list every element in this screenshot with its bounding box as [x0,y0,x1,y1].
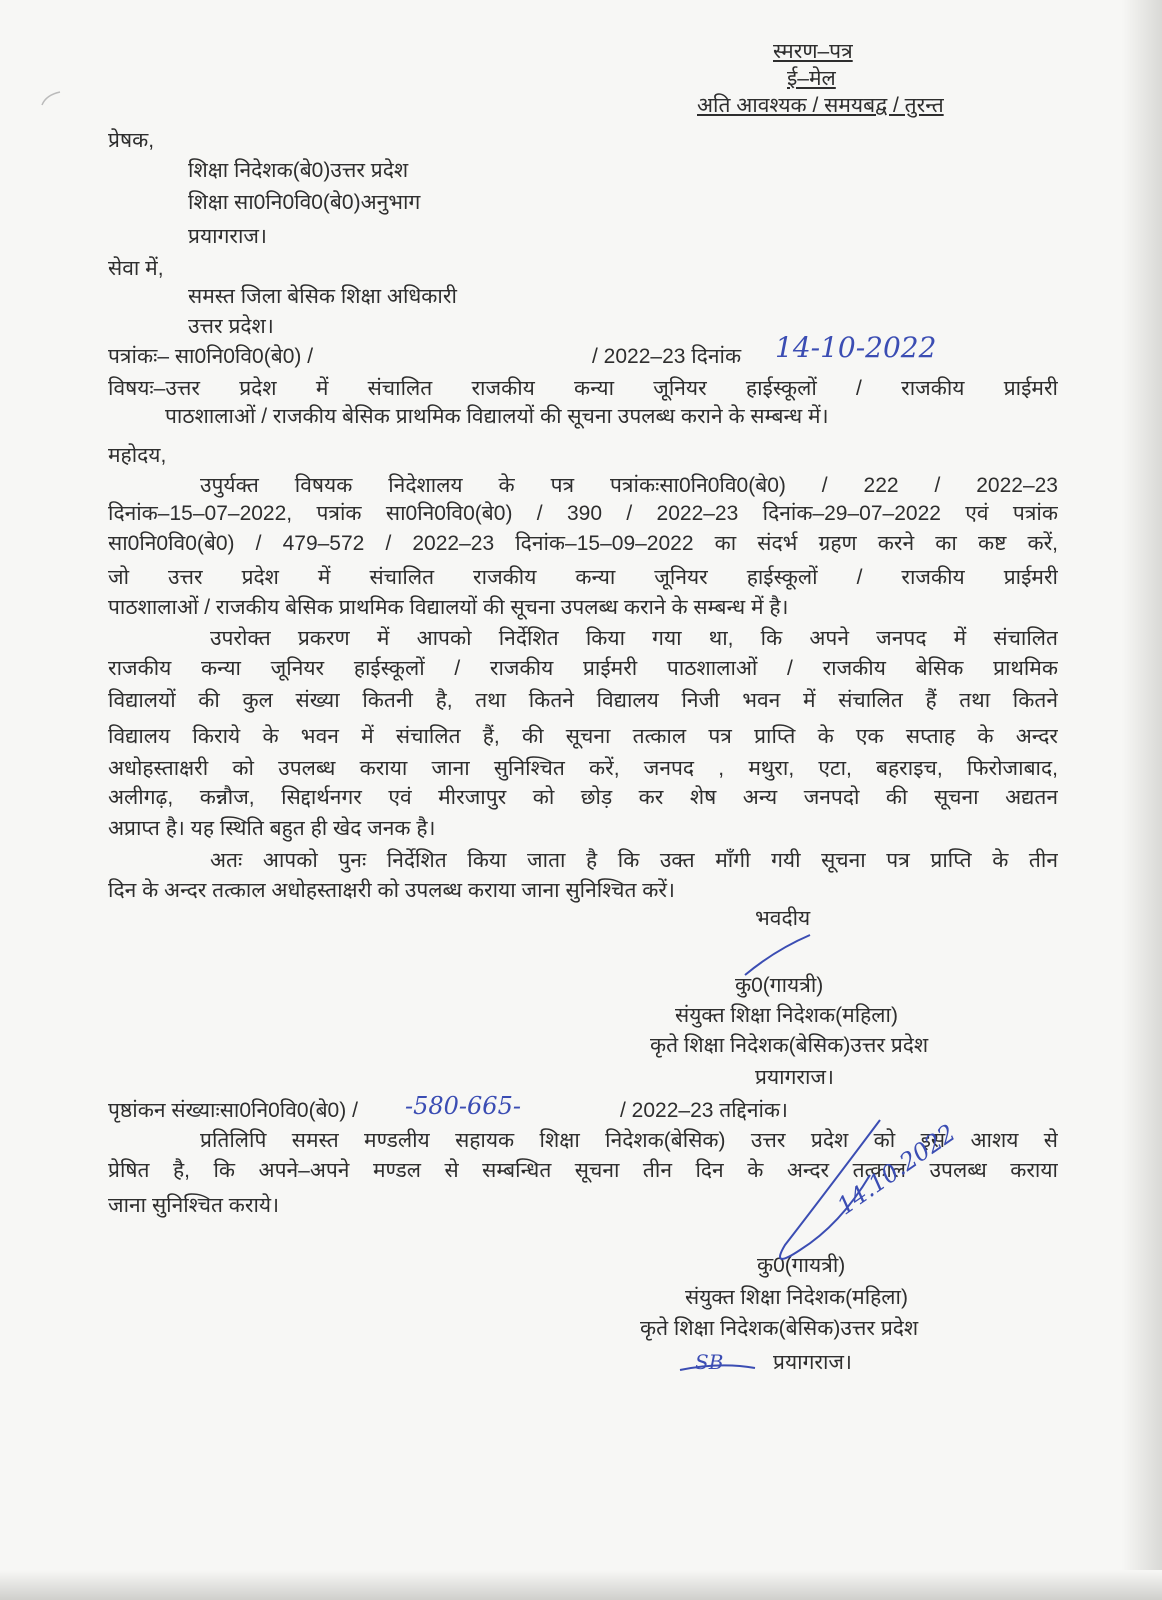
paragraph-line: दिन के अन्दर तत्काल अधोहस्ताक्षरी को उपलब्ध कराया जाना सुनिश्चित करें। [108,879,675,902]
endorsement-number: पृष्ठांकन संख्याःसा0नि0वि0(बे0) / [108,1099,358,1122]
reference-date-label: / 2022–23 दिनांक [592,345,742,368]
initials-underline-icon [680,1365,755,1370]
handwritten-sign-date: 14.10.2022 [831,1118,961,1221]
handwritten-initials: SB [695,1350,724,1374]
endorsement-line: प्रेषित है, कि अपने–अपने मण्डल से सम्बन्धित सूचना तीन दिन के अन्दर तत्काल उपलब्ध कराया [108,1159,1058,1182]
paragraph-line: विद्यालयों की कुल संख्या कितनी है, तथा कितने विद्यालय निजी भवन में संचालित हैं तथा कितने [108,689,1058,712]
reference-number: पत्रांकः– सा0नि0वि0(बे0) / [108,345,314,368]
paragraph-line: सा0नि0वि0(बे0) / 479–572 / 2022–23 दिनांक–15–09–2022 का संदर्भ ग्रहण करने का कष्ट करें, [108,532,1058,555]
salutation: महोदय, [108,444,167,467]
punch-mark-icon [42,92,60,105]
paragraph-line: अतः आपको पुनः निर्देशित किया जाता है कि उक्त माँगी गयी सूचना पत्र प्राप्ति के तीन [210,849,1058,872]
priority-label: अति आवश्यक / समयबद्व / तुरन्त [697,94,944,117]
endorsement-line: जाना सुनिश्चित कराये। [108,1194,280,1217]
paragraph-line: अलीगढ़, कन्नौज, सिद्दार्थनगर एवं मीरजापुर को छोड़ कर शेष अन्य जनपदो की सूचना अद्यतन [108,786,1058,809]
sender-line: शिक्षा निदेशक(बे0)उत्तर प्रदेश [188,159,409,182]
paragraph-line: राजकीय कन्या जूनियर हाईस्कूलों / राजकीय प्राईमरी पाठशालाओं / राजकीय बेसिक प्राथमिक [108,657,1058,680]
signatory-name: कु0(गायत्री) [757,1254,846,1277]
signatory-city: प्रयागराज। [773,1351,852,1374]
endorsement-line: प्रतिलिपि समस्त मण्डलीय सहायक शिक्षा निदेशक(बेसिक) उत्तर प्रदेश को इस आशय से [200,1129,1058,1152]
handwritten-date: 14-10-2022 [775,331,937,364]
signatory-on-behalf: कृते शिक्षा निदेशक(बेसिक)उत्तर प्रदेश [640,1317,919,1340]
sender-line: शिक्षा सा0नि0वि0(बे0)अनुभाग [188,191,421,214]
paragraph-line: दिनांक–15–07–2022, पत्रांक सा0नि0वि0(बे0) / 390 / 2022–23 दिनांक–29–07–2022 एवं पत्रांक [108,502,1058,525]
recipient-label: सेवा में, [108,257,164,280]
subject-line: विषयः–उत्तर प्रदेश में संचालित राजकीय कन्या जूनियर हाईस्कूलों / राजकीय प्राईमरी [108,377,1058,400]
reminder-label: स्मरण–पत्र [773,40,853,63]
email-label: ई–मेल [787,67,836,90]
paragraph-line: अप्राप्त है। यह स्थिति बहुत ही खेद जनक है। [108,817,436,840]
signatory-city: प्रयागराज। [755,1066,834,1089]
sender-label: प्रेषक, [108,129,155,152]
handwritten-endorsement-number: -580-665- [405,1092,521,1120]
signatory-designation: संयुक्त शिक्षा निदेशक(महिला) [675,1004,898,1027]
paragraph-line: उपरोक्त प्रकरण में आपको निर्देशित किया गया था, कि अपने जनपद में संचालित [210,627,1058,650]
paragraph-line: विद्यालय किराये के भवन में संचालित हैं, की सूचना तत्काल पत्र प्राप्ति के एक सप्ताह के अन्दर [108,725,1058,748]
recipient-line: उत्तर प्रदेश। [188,315,274,338]
endorsement-date: / 2022–23 तद्दिनांक। [620,1099,789,1122]
paragraph-line: उपुर्यक्त विषयक निदेशालय के पत्र पत्रांकःसा0नि0वि0(बे0) / 222 / 2022–23 [200,474,1058,497]
paragraph-line: पाठशालाओं / राजकीय बेसिक प्राथमिक विद्यालयों की सूचना उपलब्ध कराने के सम्बन्ध में है। [108,596,789,619]
sender-line: प्रयागराज। [188,225,267,248]
paragraph-line: अधोहस्ताक्षरी को उपलब्ध कराया जाना सुनिश्चित करें, जनपद , मथुरा, एटा, बहराइच, फिरोजाबाद, [108,757,1058,780]
signature-stroke-icon [745,935,810,975]
closing: भवदीय [755,907,811,930]
signatory-on-behalf: कृते शिक्षा निदेशक(बेसिक)उत्तर प्रदेश [650,1034,929,1057]
signatory-designation: संयुक्त शिक्षा निदेशक(महिला) [685,1286,908,1309]
recipient-line: समस्त जिला बेसिक शिक्षा अधिकारी [188,285,457,308]
signatory-name: कु0(गायत्री) [735,974,824,997]
subject-line: पाठशालाओं / राजकीय बेसिक प्राथमिक विद्यालयों की सूचना उपलब्ध कराने के सम्बन्ध में। [165,405,829,428]
signature-stroke-icon [780,1120,880,1259]
paragraph-line: जो उत्तर प्रदेश में संचालित राजकीय कन्या जूनियर हाईस्कूलों / राजकीय प्राईमरी [108,566,1058,589]
